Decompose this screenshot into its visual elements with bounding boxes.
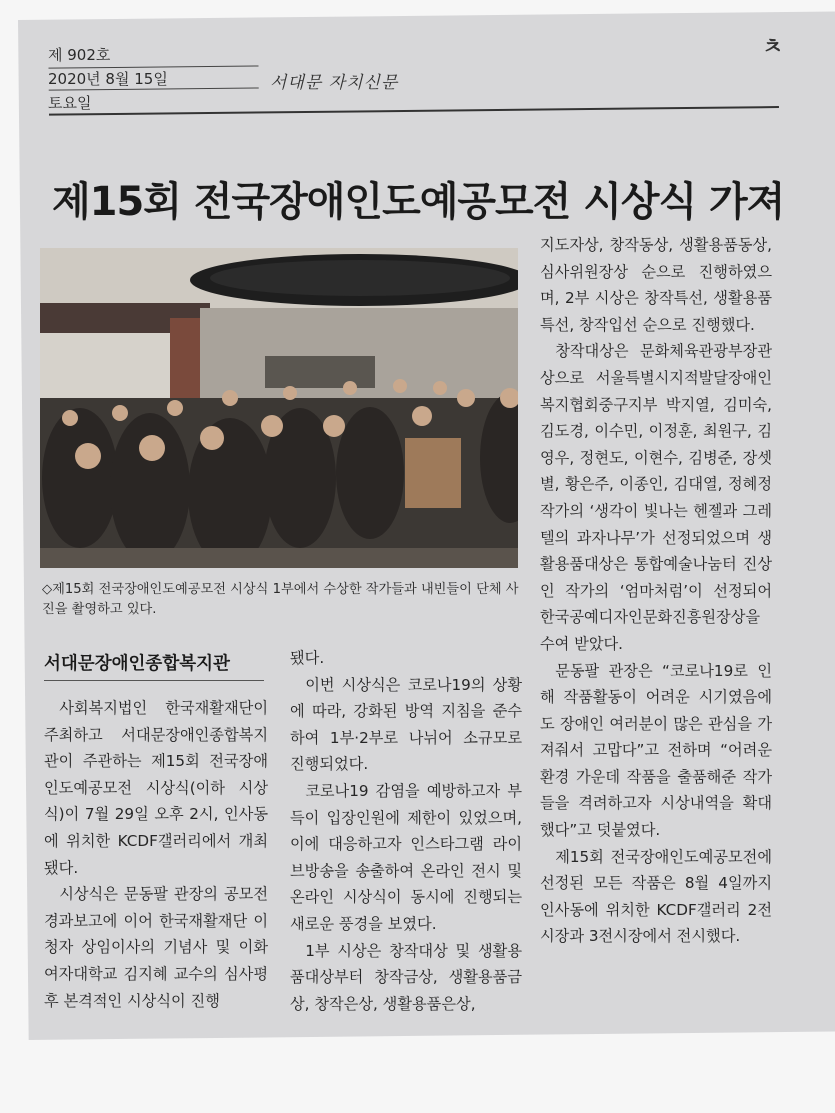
paragraph: 됐다. [290, 649, 325, 667]
paragraph: 지도자상, 창작동상, 생활용품동상, 심사위원장상 순으로 진행하였으며, 2부 시상은 창작특선, 생활용품특선, 창작입선 순으로 진행했다. [540, 236, 772, 334]
issue-number: 제 902호 [48, 46, 111, 64]
ceremony-photo-illustration [40, 248, 518, 568]
header-rule-long [49, 106, 779, 116]
paragraph: 문동팔 관장은 “코로나19로 인해 작품활동이 어려운 시기였음에도 장애인 여러분이 많은 관심을 가져줘서 고맙다”고 전하며 “어려운 환경 가운데 작품을 출품해준 작가들을 격려하고자 시상내역을 확대했다”고 덧붙였다. [540, 661, 772, 840]
photo-caption: ◇제15회 전국장애인도예공모전 시상식 1부에서 수상한 작가들과 내빈들이 단체 사진을 촬영하고 있다. [42, 582, 519, 617]
article-column-2 [290, 645, 522, 1017]
paragraph: 시상식은 문동팔 관장의 공모전 경과보고에 이어 한국재활재단 이청자 상임이사의 기념사 및 이화여자대학교 김지혜 교수의 심사평 후 본격적인 시상식이 진행 [44, 885, 268, 1010]
paragraph: 창작대상은 문화체육관광부장관상으로 서울특별시지적발달장애인복지협회중구지부 박지열, 김미숙, 김도경, 이수민, 이정훈, 최원구, 김영우, 정현도, 이현수, 김병준, 장셋별, 황은주, 이종인, 김대열, 정혜정 작가의 ‘생각이 빛나는 헨젤과 그레텔의 과자나무’가 선정되었으며 생활용품대상은 통합예술나눔터 진상인 작가의 ‘엄마처럼’이 선정되어 한국공예디자인문화진흥원장상을 수여 받았다. [540, 342, 772, 653]
byline: 서대문장애인종합복지관 [44, 654, 230, 674]
article-column-3 [540, 232, 772, 950]
paragraph: 제15회 전국장애인도예공모전에 선정된 모든 작품은 8월 4일까지 인사동에 위치한 KCDF갤러리 2전시장과 3전시장에서 전시했다. [540, 847, 772, 946]
paragraph: 사회복지법인 한국재활재단이 주최하고 서대문장애인종합복지관이 주관하는 제15회 전국장애인도예공모전 시상식(이하 시상식)이 7월 29일 오후 2시, 인사동에 위치한 KCDF갤러리에서 개최됐다. [44, 699, 268, 877]
issue-date: 2020년 8월 15일 [48, 70, 168, 88]
article-column-1 [44, 695, 268, 1014]
issue-weekday: 토요일 [48, 94, 92, 112]
ceremony-photo [40, 248, 518, 568]
paragraph: 1부 시상은 창작대상 및 생활용품대상부터 창작금상, 생활용품금상, 창작은상, 생활용품은상, [290, 941, 522, 1013]
corner-mark: ㅊ [762, 35, 784, 60]
headline: 제15회 전국장애인도예공모전 시상식 가져 [52, 179, 785, 225]
handwritten-source-note: 서대문 자치신문 [270, 73, 399, 93]
paragraph: 이번 시상식은 코로나19의 상황에 따라, 강화된 방역 지침을 준수하여 1부·2부로 나뉘어 소규모로 진행되었다. [290, 675, 522, 774]
paragraph: 코로나19 감염을 예방하고자 부득이 입장인원에 제한이 있었으며, 이에 대응하고자 인스타그램 라이브방송을 송출하여 온라인 전시 및 온라인 시상식이 동시에 진행되는 새로운 풍경을 보였다. [290, 781, 522, 933]
byline-rule [44, 680, 264, 681]
